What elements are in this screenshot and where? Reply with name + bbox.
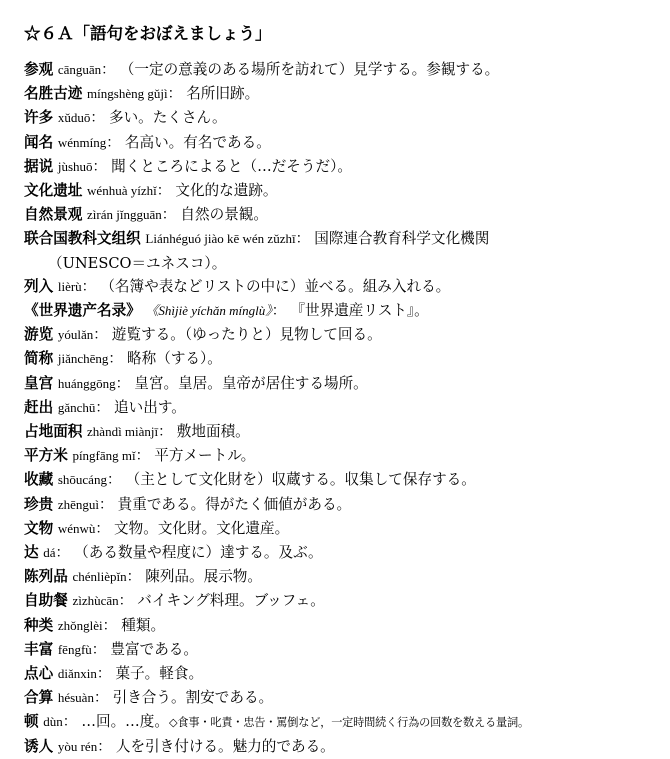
vocabulary-entry	[24, 614, 664, 638]
entry-definition: 名高い。有名である。	[124, 133, 271, 151]
vocabulary-entry	[24, 686, 664, 710]
vocabulary-entry	[24, 444, 664, 468]
vocabulary-entry	[24, 58, 664, 82]
entry-definition: バイキング料理。ブッフェ。	[137, 592, 325, 610]
entry-separator: ：	[101, 62, 116, 78]
entry-term: 诱人	[24, 737, 54, 755]
vocabulary-entry	[24, 468, 664, 492]
entry-term: 陈列品	[24, 568, 68, 586]
vocabulary-entry	[24, 131, 664, 155]
vocabulary-entry	[24, 565, 664, 589]
entry-pinyin: zhēnguì	[57, 496, 99, 512]
entry-pinyin: dá	[43, 545, 56, 561]
entry-term: 收藏	[24, 471, 54, 489]
entry-term: 顿	[24, 713, 39, 731]
entry-separator: ：	[156, 183, 171, 200]
vocabulary-entry	[24, 493, 664, 517]
entry-pinyin: Liánhéguó jiào kē wén zǔzhī	[145, 231, 296, 247]
entry-term: 列入	[24, 277, 54, 295]
vocabulary-entry	[24, 589, 664, 613]
vocabulary-entry	[24, 299, 664, 323]
entry-pinyin: míngshèng gǔjì	[87, 86, 168, 102]
entry-separator: ：	[106, 472, 121, 489]
entry-separator: ：	[91, 641, 106, 658]
entry-pinyin: yóulǎn	[57, 327, 94, 343]
entry-definition: （名簿や表などリストの中に）並べる。組み入れる。	[100, 277, 451, 295]
entry-pinyin: gǎnchū	[57, 399, 96, 415]
entry-term: 参观	[24, 61, 54, 78]
entry-separator: ：	[161, 207, 176, 224]
vocabulary-entry	[24, 735, 664, 759]
entry-definition: 敷地面積。	[176, 423, 250, 441]
entry-pinyin: diǎnxin	[57, 666, 97, 682]
vocabulary-entry	[24, 203, 664, 227]
vocabulary-entry	[24, 106, 664, 130]
vocabulary-entry	[24, 710, 664, 734]
entry-term: 占地面积	[24, 423, 83, 441]
entry-pinyin: zhàndì miànjī	[87, 424, 159, 440]
entry-definition: 国際連合教育科学文化機関	[314, 230, 490, 248]
entry-separator: ：	[95, 520, 110, 537]
entry-definition: 略称（する）。	[127, 350, 222, 368]
entry-separator: ：	[102, 617, 117, 634]
vocabulary-entry	[24, 541, 664, 565]
entry-separator: ：	[97, 738, 112, 755]
entry-term: 皇宫	[24, 374, 54, 392]
vocabulary-page	[24, 22, 664, 759]
entry-term: 赶出	[24, 398, 54, 416]
entry-separator: ：	[167, 86, 182, 103]
vocabulary-entry	[24, 420, 664, 444]
entry-pinyin: shōucáng	[57, 472, 107, 488]
vocabulary-entry	[24, 517, 664, 541]
entry-definition: 文化的な遺跡。	[175, 182, 278, 200]
entry-term: 文化遗址	[24, 182, 83, 200]
entry-term: 名胜古迹	[24, 85, 83, 103]
entry-term: 文物	[24, 519, 54, 537]
entry-pinyin: cānguān	[57, 62, 102, 77]
entry-definition: 貴重である。得がたく価値がある。	[117, 495, 352, 513]
entry-definition: 遊覧する。（ゆったりと）見物して回る。	[111, 326, 382, 344]
entry-term: 《世界遗产名录》	[24, 302, 141, 320]
entry-separator: ：	[126, 569, 141, 586]
entry-term: 闻名	[24, 133, 54, 151]
entry-term: 自助餐	[24, 592, 68, 610]
entry-definition: 引き合う。割安である。	[112, 689, 274, 707]
entry-definition: （ある数量や程度に）達する。及ぶ。	[74, 544, 323, 562]
vocabulary-entry	[24, 275, 664, 299]
entry-pinyin: 《Shìjiè yíchǎn mínglù》	[145, 303, 272, 319]
vocabulary-entry	[24, 179, 664, 203]
vocabulary-entry	[24, 82, 664, 106]
entry-definition: 豊富である。	[110, 640, 198, 658]
entry-definition: 名所旧跡。	[186, 85, 260, 103]
entry-definition: 多い。たくさん。	[108, 109, 227, 127]
entry-definition: 菓子。軽食。	[115, 665, 204, 683]
entry-term: 游览	[24, 326, 54, 344]
entry-definition: 皇宮。皇居。皇帝が居住する場所。	[134, 374, 368, 392]
vocabulary-entry	[24, 347, 664, 371]
entry-separator: ：	[93, 690, 108, 707]
entry-definition: 自然の景観。	[180, 206, 268, 224]
entry-pinyin: wénwù	[57, 520, 96, 536]
entry-separator: ：	[295, 231, 310, 248]
entry-separator: ：	[106, 134, 121, 151]
vocabulary-entry	[24, 662, 664, 686]
entry-term: 珍贵	[24, 495, 54, 513]
entry-pinyin: lièrù	[57, 278, 82, 294]
entry-separator: ：	[62, 714, 77, 731]
entry-term: 简称	[24, 350, 54, 368]
entry-separator: ：	[81, 278, 96, 295]
entry-separator: ：	[158, 424, 173, 441]
entry-separator: ：	[93, 327, 108, 344]
entry-pinyin: jùshuō	[57, 158, 93, 174]
vocabulary-entry	[24, 372, 664, 396]
entry-term: 据说	[24, 157, 54, 175]
entry-definition: 文物。文化財。文化遺産。	[114, 519, 290, 537]
entry-separator: ：	[271, 303, 286, 320]
page-title: ☆６Ａ「語句をおぼえましょう」	[24, 24, 272, 43]
entry-separator: ：	[95, 399, 110, 416]
entry-separator: ：	[96, 666, 111, 683]
entry-definition: …回。…度。	[81, 713, 169, 731]
vocabulary-entry	[24, 396, 664, 420]
entry-pinyin: zìrán jǐngguān	[87, 207, 162, 223]
entry-definition-continuation: （UNESCO＝ユネスコ）。	[48, 254, 227, 272]
entry-pinyin: hésuàn	[57, 690, 94, 706]
entry-pinyin: zìzhùcān	[72, 593, 119, 609]
entry-definition: 『世界遺産リスト』。	[290, 302, 429, 320]
vocabulary-list	[24, 58, 664, 759]
entry-term: 合算	[24, 689, 54, 707]
vocabulary-entry	[24, 155, 664, 179]
entry-definition: （一定の意義のある場所を訪れて）見学する。参観する。	[119, 61, 500, 78]
entry-note: ◇食事・叱責・忠告・罵倒など，一定時間続く行為の回数を数える量詞。	[168, 716, 529, 730]
vocabulary-entry	[24, 227, 664, 274]
entry-separator: ：	[115, 375, 130, 392]
entry-pinyin: jiǎnchēng	[57, 351, 109, 367]
entry-pinyin: wénhuà yízhǐ	[87, 183, 157, 199]
entry-pinyin: xǔduō	[57, 110, 91, 126]
entry-term: 点心	[24, 665, 54, 683]
entry-term: 平方米	[24, 447, 68, 465]
entry-pinyin: zhǒnglèi	[57, 617, 103, 633]
entry-pinyin: dùn	[43, 714, 63, 730]
entry-definition: 陳列品。展示物。	[145, 568, 262, 586]
entry-term: 达	[24, 544, 39, 562]
entry-separator: ：	[135, 448, 150, 465]
entry-separator: ：	[55, 545, 70, 562]
entry-pinyin: yòu rén	[57, 738, 98, 754]
entry-definition: （主として文化財を）収蔵する。収集して保存する。	[125, 471, 476, 489]
entry-separator: ：	[92, 158, 107, 175]
entry-pinyin: chénlièpǐn	[72, 569, 127, 585]
entry-term: 联合国教科文组织	[24, 230, 141, 248]
entry-definition: 追い出す。	[114, 398, 186, 416]
entry-pinyin: fēngfù	[57, 641, 92, 657]
entry-separator: ：	[90, 110, 105, 127]
entry-pinyin: huánggōng	[57, 375, 116, 391]
entry-term: 种类	[24, 616, 54, 634]
entry-separator: ：	[99, 496, 113, 513]
entry-term: 许多	[24, 109, 54, 127]
entry-separator: ：	[118, 593, 133, 610]
entry-definition: 人を引き付ける。魅力的である。	[115, 737, 335, 755]
entry-definition: 種類。	[121, 616, 166, 634]
entry-term: 丰富	[24, 640, 54, 658]
entry-definition: 平方メートル。	[154, 447, 256, 465]
vocabulary-entry	[24, 323, 664, 347]
entry-separator: ：	[108, 351, 123, 368]
entry-pinyin: wénmíng	[57, 134, 107, 150]
entry-definition: 聞くところによると（…だそうだ）。	[111, 157, 352, 175]
vocabulary-entry	[24, 638, 664, 662]
entry-pinyin: píngfāng mǐ	[72, 448, 136, 464]
entry-term: 自然景观	[24, 206, 83, 224]
